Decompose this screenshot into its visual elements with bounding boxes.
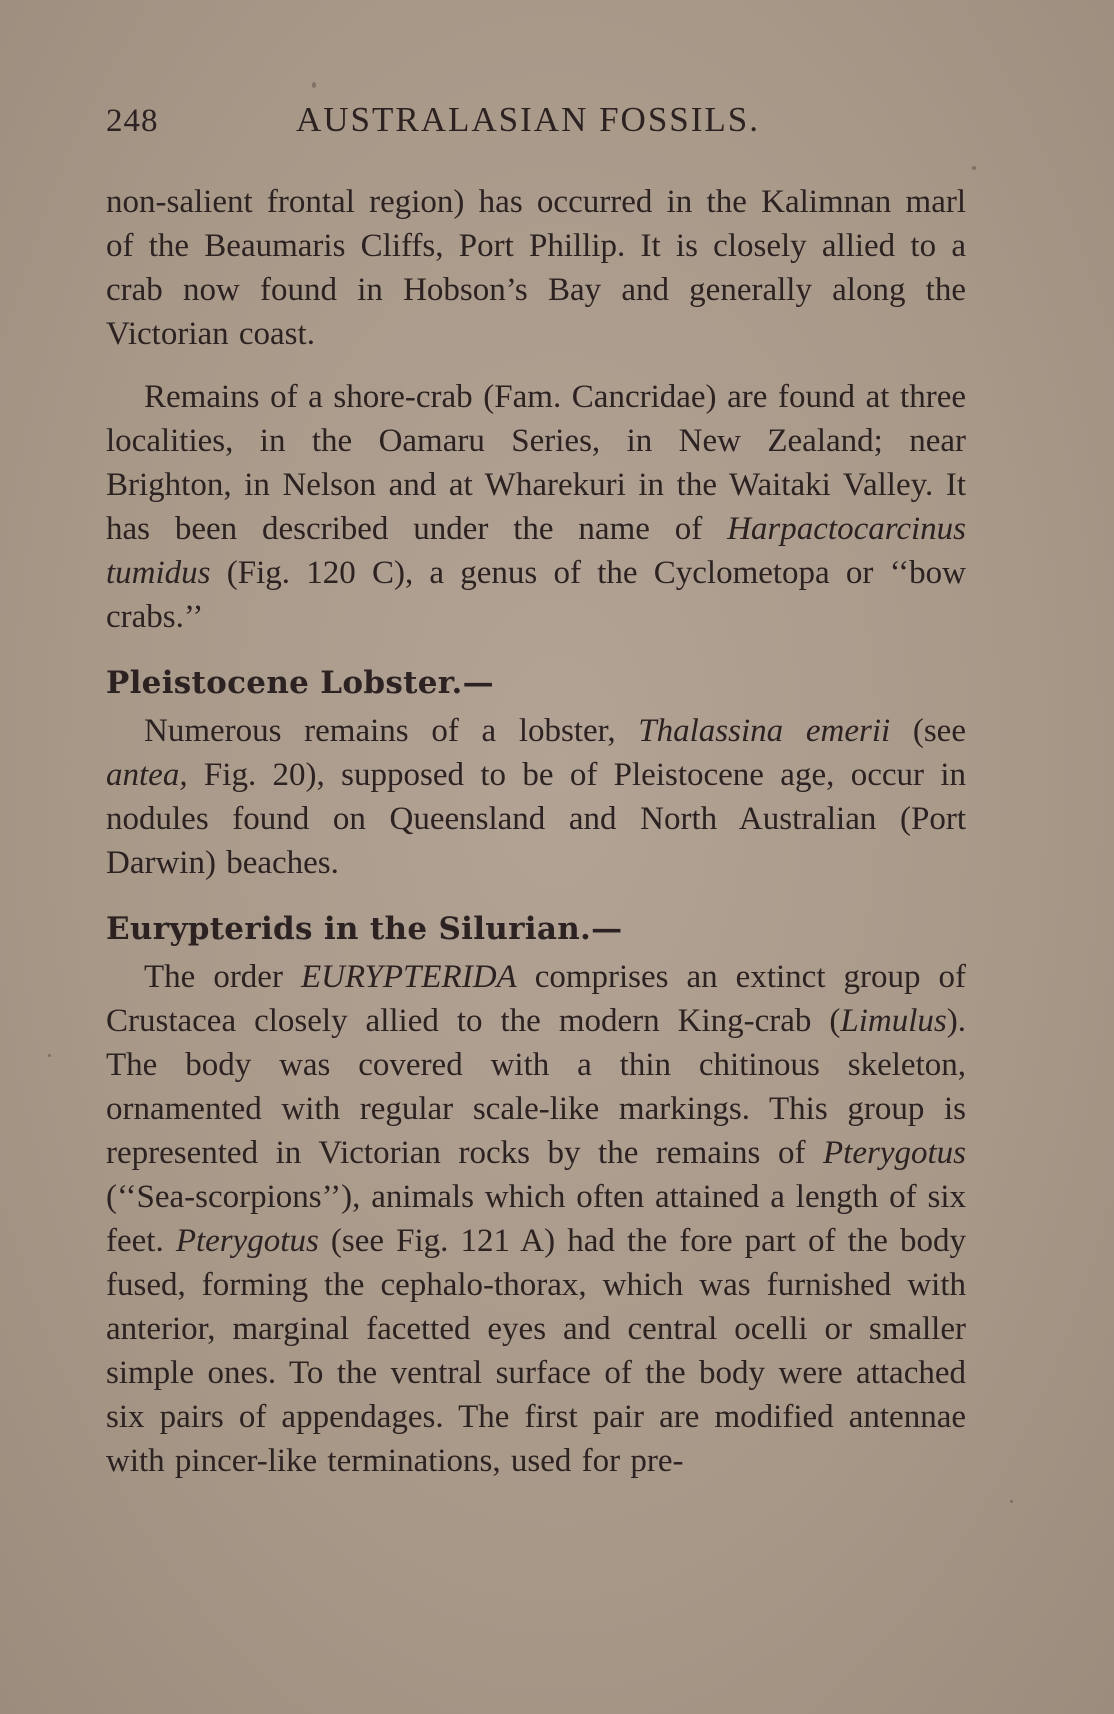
italic-term: Harpactocarcinus tumidus <box>106 511 966 591</box>
italic-term: EURYPTERIDA <box>300 959 517 995</box>
italic-term: antea, <box>106 757 188 793</box>
text-run: (see Fig. 121 A) had the fore part of the body fused, forming the cephalo-thorax, which was furnished with anterior, marginal facetted eyes and central ocelli or smaller simple ones. To the ventral surface of the body were attached six pairs of appendages. The first pair are modified antennae with pincer-like terminations, used for pre- <box>106 1223 966 1479</box>
text-run: non-salient frontal region) has occurred in the Kalimnan marl of the Beaumaris Cliffs, Port Phillip. It is closely allied to a crab now found in Hobson’s Bay and generally along the Victorian coast. <box>106 184 966 352</box>
italic-term: Pterygotus <box>823 1135 966 1171</box>
paper-speck <box>1010 1500 1013 1503</box>
running-header <box>106 100 966 160</box>
paragraph <box>106 709 966 885</box>
paragraph <box>106 955 966 1483</box>
text-run: ). The body was covered with a thin chitinous skeleton, ornamented with regular scale-like markings. This group is represented in Victorian rocks by the remains of <box>106 1003 966 1171</box>
paper-speck <box>972 166 976 170</box>
paper-speck <box>312 82 316 88</box>
paragraph <box>106 375 966 639</box>
text-run: comprises an extinct group of Crustacea closely allied to the modern King-crab ( <box>106 959 966 1039</box>
paper-speck <box>48 1054 51 1057</box>
paragraph <box>106 180 966 356</box>
page-content <box>106 100 966 1502</box>
text-run: Numerous remains of a lobster, <box>144 713 639 749</box>
text-run: Fig. 20), supposed to be of Pleistocene age, occur in nodules found on Queensland and North Australian (Port Darwin) beaches. <box>106 757 966 881</box>
body-text <box>106 180 966 1483</box>
text-run: The order <box>144 959 301 995</box>
running-title: AUSTRALASIAN FOSSILS. <box>296 100 761 139</box>
page-number: 248 <box>106 103 159 139</box>
text-run: (‘‘Sea-scorpions’’), animals which often attained a length of six feet. <box>106 1179 966 1259</box>
text-run: (see <box>890 713 966 749</box>
text-run: Remains of a shore-crab (Fam. Cancridae) are found at three localities, in the Oamaru Series, in New Zealand; near Brighton, in Nelson and at Wharekuri in the Waitaki Valley. It has been described under the name of <box>106 379 966 547</box>
text-run: (Fig. 120 C), a genus of the Cyclometopa or ‘‘bow crabs.’’ <box>106 555 966 635</box>
italic-term: Thalassina emerii <box>638 713 891 749</box>
section-heading: Pleistocene Lobster.— <box>106 665 494 701</box>
italic-term: Pterygotus <box>175 1223 319 1259</box>
italic-term: Limulus <box>840 1003 947 1039</box>
section-heading: Eurypterids in the Silurian.— <box>106 911 623 947</box>
